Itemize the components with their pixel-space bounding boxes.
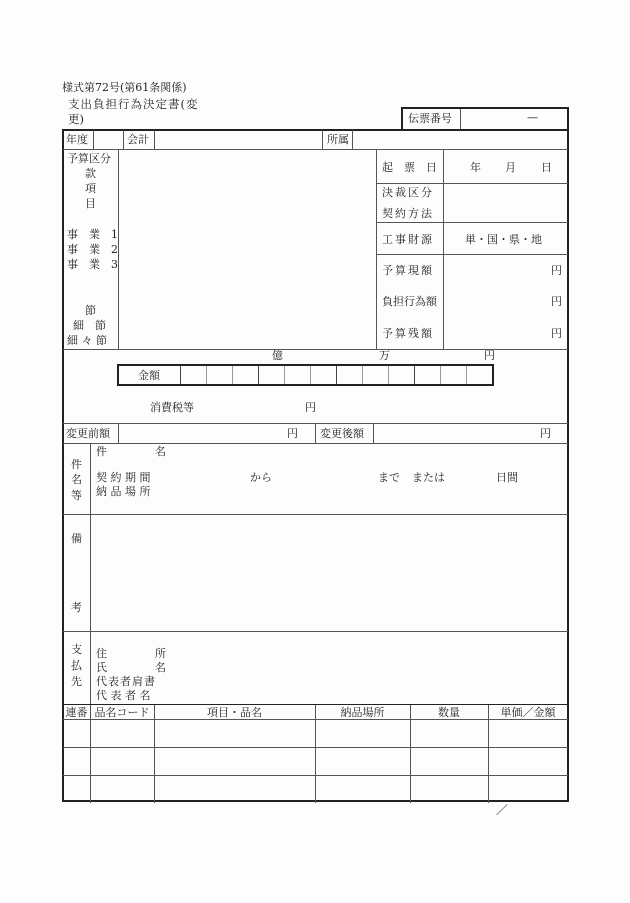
subject-side-label-2: 名 xyxy=(71,473,82,486)
business3-label: 事 業 3 xyxy=(67,258,118,271)
delivery-location-field[interactable] xyxy=(175,484,565,500)
approval-category-label: 決裁区分 xyxy=(382,186,434,199)
commitment-amount-label: 負担行為額 xyxy=(382,295,437,308)
table-cell[interactable] xyxy=(155,748,314,774)
after-change-label: 変更後額 xyxy=(320,427,364,440)
tax-yen: 円 xyxy=(305,401,316,414)
payee-side-label-3: 先 xyxy=(71,675,82,688)
table-header-cell: 納品場所 xyxy=(340,706,385,719)
table-cell[interactable] xyxy=(316,776,409,802)
funding-options[interactable]: 単・国・県・地 xyxy=(465,233,542,246)
table-header-cell: 品名コード xyxy=(94,706,150,719)
unit-yen: 円 xyxy=(484,349,495,362)
date-year-label: 年 xyxy=(470,161,481,174)
amount-digit-cell[interactable] xyxy=(467,366,492,384)
date-day-label: 日 xyxy=(541,161,552,174)
table-cell[interactable] xyxy=(155,720,314,746)
payee-side-label-2: 払 xyxy=(71,659,82,672)
kou-label: 項 xyxy=(85,182,96,195)
before-change-label: 変更前額 xyxy=(66,427,110,440)
draft-date-field[interactable] xyxy=(444,150,567,183)
amount-digit-cell[interactable] xyxy=(389,366,414,384)
budget-category-label: 予算区分 xyxy=(67,152,111,165)
table-cell[interactable] xyxy=(155,776,314,802)
amount-digit-cell[interactable] xyxy=(337,366,362,384)
unit-oku: 億 xyxy=(272,349,283,362)
approval-contract-field[interactable] xyxy=(444,184,567,222)
table-cell[interactable] xyxy=(91,748,153,774)
before-change-yen: 円 xyxy=(287,427,298,440)
remarks-label-top: 備 xyxy=(71,532,82,545)
budget-category-field[interactable] xyxy=(119,150,376,349)
voucher-number-label: 伝票番号 xyxy=(408,112,452,125)
budget-current-label: 予算現額 xyxy=(382,264,434,277)
table-cell[interactable] xyxy=(411,720,487,746)
table-header-cell: 連番 xyxy=(65,706,88,719)
table-cell[interactable] xyxy=(64,748,89,774)
table-cell[interactable] xyxy=(64,776,89,802)
contract-period-label: 契 約 期 間 xyxy=(96,471,151,484)
accounting-field[interactable] xyxy=(155,130,322,149)
voucher-number-field[interactable]: — xyxy=(527,111,538,124)
period-days: 日間 xyxy=(496,471,518,484)
table-header-cell: 項目・品名 xyxy=(207,706,262,719)
table-cell[interactable] xyxy=(489,720,567,746)
before-change-field[interactable] xyxy=(119,424,284,443)
subject-name-field[interactable] xyxy=(175,444,565,460)
tax-label: 消費税等 xyxy=(150,401,194,414)
payee-field[interactable] xyxy=(175,640,565,702)
table-cell[interactable] xyxy=(316,748,409,774)
table-cell[interactable] xyxy=(489,776,567,802)
tax-field[interactable] xyxy=(200,398,303,416)
contract-method-label: 契約方法 xyxy=(382,207,434,220)
subject-name-label-b: 名 xyxy=(155,445,166,458)
amount-digit-cell[interactable] xyxy=(415,366,440,384)
rep-name-label: 代 表 者 名 xyxy=(96,689,151,702)
payee-address-label-a: 住 xyxy=(96,647,107,660)
rep-title-label: 代表者肩書 xyxy=(96,675,156,688)
moku-label: 目 xyxy=(85,197,96,210)
department-label: 所属 xyxy=(327,133,349,146)
remarks-label-bottom: 考 xyxy=(71,601,82,614)
amount-label: 金額 xyxy=(138,369,160,382)
amount-digit-cell[interactable] xyxy=(259,366,284,384)
after-change-yen: 円 xyxy=(540,427,551,440)
accounting-label: 会計 xyxy=(127,133,149,146)
subject-name-label-a: 件 xyxy=(96,445,107,458)
fiscal-year-label: 年度 xyxy=(66,133,88,146)
table-header-cell: 数量 xyxy=(438,706,460,719)
remarks-field[interactable] xyxy=(91,515,567,631)
form-title-line2: 更) xyxy=(68,112,84,126)
date-month-label: 月 xyxy=(505,161,516,174)
period-from: から xyxy=(250,471,272,484)
table-cell[interactable] xyxy=(411,748,487,774)
amount-digit-cell[interactable] xyxy=(363,366,388,384)
budget-remaining-yen: 円 xyxy=(551,327,562,340)
budget-remaining-label: 予算残額 xyxy=(382,327,434,340)
amount-digit-cell[interactable] xyxy=(207,366,232,384)
saisetsu-label: 細 節 xyxy=(73,319,106,332)
business2-label: 事 業 2 xyxy=(67,243,118,256)
amount-digit-cell[interactable] xyxy=(233,366,258,384)
delivery-location-label: 納 品 場 所 xyxy=(96,485,151,498)
amount-digit-cell[interactable] xyxy=(285,366,310,384)
table-cell[interactable] xyxy=(411,776,487,802)
budget-amounts-field[interactable] xyxy=(444,255,548,349)
period-or: または xyxy=(412,471,445,484)
amount-digit-cell[interactable] xyxy=(441,366,466,384)
kan-label: 款 xyxy=(85,167,96,180)
subject-side-label-3: 等 xyxy=(71,489,82,502)
table-cell[interactable] xyxy=(91,720,153,746)
footer-slash: ／ xyxy=(496,803,509,817)
fiscal-year-field[interactable] xyxy=(94,130,123,149)
form-title-line1: 支出負担行為決定書(変 xyxy=(68,97,199,111)
setsu-label: 節 xyxy=(85,304,96,317)
payee-name-label-b: 名 xyxy=(155,661,166,674)
amount-digit-cell[interactable] xyxy=(181,366,206,384)
after-change-field[interactable] xyxy=(374,424,537,443)
table-cell[interactable] xyxy=(91,776,153,802)
unit-man: 万 xyxy=(379,349,390,362)
draft-date-label: 起 票 日 xyxy=(382,161,437,174)
funding-source-label: 工事財源 xyxy=(382,233,434,246)
contract-period-field[interactable] xyxy=(175,468,565,484)
form-number: 様式第72号(第61条関係) xyxy=(62,81,187,94)
table-cell[interactable] xyxy=(64,720,89,746)
table-header-cell: 単価／金額 xyxy=(500,706,556,719)
period-until: まで xyxy=(378,471,400,484)
amount-digit-cell[interactable] xyxy=(311,366,336,384)
saisaisetsu-label: 細 々 節 xyxy=(67,334,107,347)
table-cell[interactable] xyxy=(489,748,567,774)
subject-side-label-1: 件 xyxy=(71,458,82,471)
payee-name-label-a: 氏 xyxy=(96,661,107,674)
business1-label: 事 業 1 xyxy=(67,228,118,241)
commitment-amount-yen: 円 xyxy=(551,295,562,308)
table-cell[interactable] xyxy=(316,720,409,746)
payee-side-label-1: 支 xyxy=(71,643,82,656)
department-field[interactable] xyxy=(353,130,567,149)
budget-current-yen: 円 xyxy=(551,264,562,277)
payee-address-label-b: 所 xyxy=(155,647,166,660)
